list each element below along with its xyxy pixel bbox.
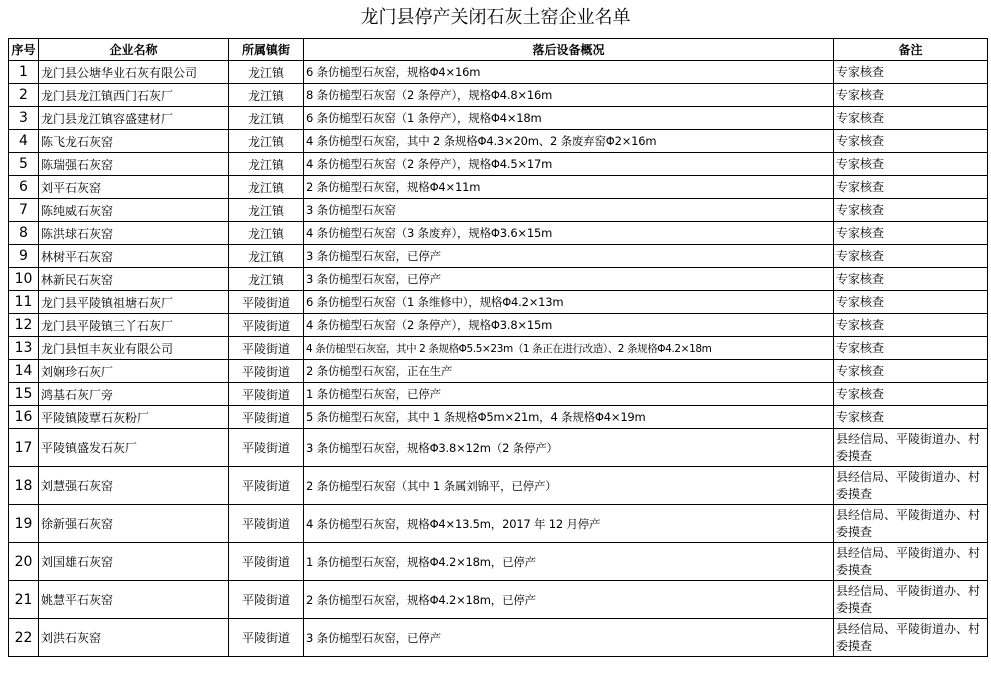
table-row <box>9 222 988 245</box>
cell-town: 平陵街道 <box>229 360 304 383</box>
cell-no: 22 <box>9 619 39 657</box>
cell-town: 平陵街道 <box>229 467 304 505</box>
cell-no: 11 <box>9 291 39 314</box>
cell-remark: 专家核查 <box>834 153 988 176</box>
cell-no: 2 <box>9 84 39 107</box>
cell-no: 10 <box>9 268 39 291</box>
table-row <box>9 406 988 429</box>
table-row <box>9 130 988 153</box>
cell-name: 陈洪球石灰窑 <box>39 222 229 245</box>
table-row <box>9 153 988 176</box>
cell-no: 13 <box>9 337 39 360</box>
cell-remark: 县经信局、平陵街道办、村委摸查 <box>834 429 988 467</box>
table-row <box>9 61 988 84</box>
cell-remark: 专家核查 <box>834 199 988 222</box>
cell-no: 9 <box>9 245 39 268</box>
cell-desc: 6 条仿槌型石灰窑，规格Φ4×16m <box>304 61 834 84</box>
cell-remark: 专家核查 <box>834 383 988 406</box>
cell-town: 龙江镇 <box>229 130 304 153</box>
table-row <box>9 505 988 543</box>
cell-desc: 1 条仿槌型石灰窑，已停产 <box>304 383 834 406</box>
cell-name: 林树平石灰窑 <box>39 245 229 268</box>
cell-desc: 3 条仿槌型石灰窑，已停产 <box>304 268 834 291</box>
cell-town: 平陵街道 <box>229 314 304 337</box>
cell-town: 龙江镇 <box>229 176 304 199</box>
enterprise-table <box>8 38 988 657</box>
cell-desc: 5 条仿槌型石灰窑，其中 1 条规格Φ5m×21m，4 条规格Φ4×19m <box>304 406 834 429</box>
cell-desc: 4 条仿槌型石灰窑（2 条停产），规格Φ4.5×17m <box>304 153 834 176</box>
cell-name: 姚慧平石灰窑 <box>39 581 229 619</box>
cell-no: 15 <box>9 383 39 406</box>
cell-town: 龙江镇 <box>229 245 304 268</box>
cell-town: 平陵街道 <box>229 429 304 467</box>
cell-desc: 3 条仿槌型石灰窑，已停产 <box>304 619 834 657</box>
cell-town: 平陵街道 <box>229 543 304 581</box>
cell-desc: 2 条仿槌型石灰窑，规格Φ4×11m <box>304 176 834 199</box>
cell-desc: 3 条仿槌型石灰窑，规格Φ3.8×12m（2 条停产） <box>304 429 834 467</box>
table-row <box>9 291 988 314</box>
cell-town: 平陵街道 <box>229 383 304 406</box>
cell-remark: 县经信局、平陵街道办、村委摸查 <box>834 467 988 505</box>
cell-remark: 专家核查 <box>834 360 988 383</box>
cell-name: 龙门县平陵镇祖塘石灰厂 <box>39 291 229 314</box>
cell-town: 龙江镇 <box>229 107 304 130</box>
cell-name: 陈纯威石灰窑 <box>39 199 229 222</box>
cell-remark: 县经信局、平陵街道办、村委摸查 <box>834 505 988 543</box>
cell-name: 龙门县恒丰灰业有限公司 <box>39 337 229 360</box>
cell-desc: 4 条仿槌型石灰窑（3 条废弃），规格Φ3.6×15m <box>304 222 834 245</box>
cell-desc: 4 条仿槌型石灰窑，其中 2 条规格Φ5.5×23m（1 条正在进行改造）、2 条规格Φ4.2×18m <box>304 337 834 360</box>
cell-town: 平陵街道 <box>229 581 304 619</box>
page-title: 龙门县停产关闭石灰土窑企业名单 <box>360 7 631 28</box>
cell-name: 林新民石灰窑 <box>39 268 229 291</box>
cell-no: 6 <box>9 176 39 199</box>
cell-desc: 3 条仿槌型石灰窑，已停产 <box>304 245 834 268</box>
cell-remark: 专家核查 <box>834 130 988 153</box>
cell-no: 17 <box>9 429 39 467</box>
cell-town: 平陵街道 <box>229 337 304 360</box>
table-row <box>9 429 988 467</box>
cell-remark: 专家核查 <box>834 268 988 291</box>
cell-name: 刘娴珍石灰厂 <box>39 360 229 383</box>
cell-no: 20 <box>9 543 39 581</box>
cell-town: 龙江镇 <box>229 268 304 291</box>
table-row <box>9 245 988 268</box>
cell-desc: 4 条仿槌型石灰窑，规格Φ4×13.5m，2017 年 12 月停产 <box>304 505 834 543</box>
table-row <box>9 360 988 383</box>
cell-town: 平陵街道 <box>229 619 304 657</box>
cell-remark: 县经信局、平陵街道办、村委摸查 <box>834 619 988 657</box>
cell-desc: 2 条仿槌型石灰窑，正在生产 <box>304 360 834 383</box>
cell-desc: 4 条仿槌型石灰窑，其中 2 条规格Φ4.3×20m、2 条废弃窑Φ2×16m <box>304 130 834 153</box>
cell-name: 平陵镇盛发石灰厂 <box>39 429 229 467</box>
cell-desc: 8 条仿槌型石灰窑（2 条停产），规格Φ4.8×16m <box>304 84 834 107</box>
header-remark: 备注 <box>834 39 988 61</box>
table-row <box>9 543 988 581</box>
table-row <box>9 467 988 505</box>
header-desc: 落后设备概况 <box>304 39 834 61</box>
cell-no: 7 <box>9 199 39 222</box>
cell-town: 平陵街道 <box>229 406 304 429</box>
cell-remark: 专家核查 <box>834 107 988 130</box>
cell-town: 平陵街道 <box>229 291 304 314</box>
cell-desc: 6 条仿槌型石灰窑（1 条维修中），规格Φ4.2×13m <box>304 291 834 314</box>
cell-no: 4 <box>9 130 39 153</box>
cell-no: 5 <box>9 153 39 176</box>
cell-name: 刘平石灰窑 <box>39 176 229 199</box>
table-row <box>9 314 988 337</box>
cell-remark: 专家核查 <box>834 61 988 84</box>
cell-desc: 1 条仿槌型石灰窑，规格Φ4.2×18m，已停产 <box>304 543 834 581</box>
cell-desc: 2 条仿槌型石灰窑（其中 1 条属刘锦平，已停产） <box>304 467 834 505</box>
cell-no: 3 <box>9 107 39 130</box>
table-header-row <box>9 39 988 61</box>
cell-remark: 专家核查 <box>834 314 988 337</box>
cell-remark: 专家核查 <box>834 245 988 268</box>
cell-name: 龙门县龙江镇容盛建材厂 <box>39 107 229 130</box>
cell-remark: 县经信局、平陵街道办、村委摸查 <box>834 543 988 581</box>
cell-remark: 专家核查 <box>834 406 988 429</box>
cell-town: 龙江镇 <box>229 153 304 176</box>
cell-name: 徐新强石灰窑 <box>39 505 229 543</box>
cell-name: 龙门县龙江镇西门石灰厂 <box>39 84 229 107</box>
table-row <box>9 383 988 406</box>
cell-town: 平陵街道 <box>229 505 304 543</box>
cell-no: 8 <box>9 222 39 245</box>
table-row <box>9 581 988 619</box>
cell-remark: 专家核查 <box>834 337 988 360</box>
table-row <box>9 268 988 291</box>
cell-desc: 3 条仿槌型石灰窑 <box>304 199 834 222</box>
table-row <box>9 619 988 657</box>
cell-no: 12 <box>9 314 39 337</box>
table-row <box>9 176 988 199</box>
cell-desc: 2 条仿槌型石灰窑，规格Φ4.2×18m，已停产 <box>304 581 834 619</box>
table-row <box>9 107 988 130</box>
cell-remark: 专家核查 <box>834 222 988 245</box>
table-row <box>9 84 988 107</box>
cell-town: 龙江镇 <box>229 84 304 107</box>
cell-desc: 6 条仿槌型石灰窑（1 条停产），规格Φ4×18m <box>304 107 834 130</box>
table-row <box>9 199 988 222</box>
cell-remark: 专家核查 <box>834 176 988 199</box>
cell-remark: 专家核查 <box>834 84 988 107</box>
cell-name: 鸿基石灰厂旁 <box>39 383 229 406</box>
table-body <box>9 61 988 657</box>
cell-name: 刘慧强石灰窑 <box>39 467 229 505</box>
header-name: 企业名称 <box>39 39 229 61</box>
cell-name: 刘国雄石灰窑 <box>39 543 229 581</box>
cell-no: 1 <box>9 61 39 84</box>
header-town: 所属镇街 <box>229 39 304 61</box>
cell-no: 18 <box>9 467 39 505</box>
cell-name: 平陵镇陵覃石灰粉厂 <box>39 406 229 429</box>
header-no: 序号 <box>9 39 39 61</box>
table-row <box>9 337 988 360</box>
cell-town: 龙江镇 <box>229 199 304 222</box>
cell-name: 陈飞龙石灰窑 <box>39 130 229 153</box>
cell-town: 龙江镇 <box>229 61 304 84</box>
cell-name: 陈瑞强石灰窑 <box>39 153 229 176</box>
cell-no: 16 <box>9 406 39 429</box>
cell-remark: 县经信局、平陵街道办、村委摸查 <box>834 581 988 619</box>
cell-town: 龙江镇 <box>229 222 304 245</box>
cell-name: 龙门县平陵镇三丫石灰厂 <box>39 314 229 337</box>
cell-no: 14 <box>9 360 39 383</box>
cell-name: 龙门县公塘华业石灰有限公司 <box>39 61 229 84</box>
cell-name: 刘洪石灰窑 <box>39 619 229 657</box>
cell-no: 21 <box>9 581 39 619</box>
cell-remark: 专家核查 <box>834 291 988 314</box>
cell-no: 19 <box>9 505 39 543</box>
cell-desc: 4 条仿槌型石灰窑（2 条停产），规格Φ3.8×15m <box>304 314 834 337</box>
